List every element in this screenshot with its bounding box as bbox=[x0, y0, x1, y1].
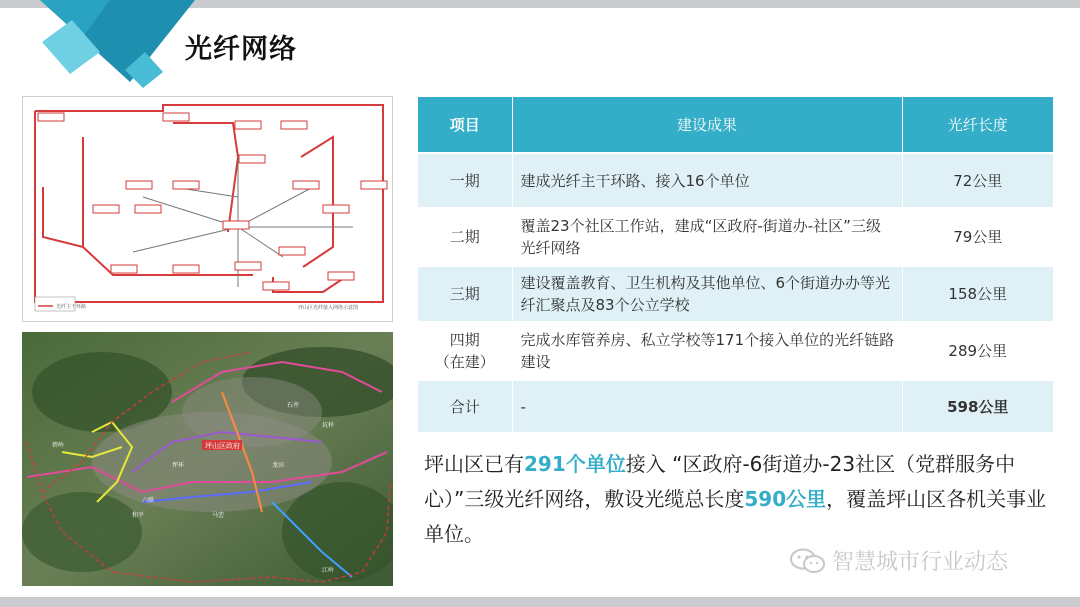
wechat-icon bbox=[790, 547, 826, 575]
summary-part2: 接入 “区政府-6街道办-23社区（党群服务中心）”三级光纤网络，敷设光缆总长度 bbox=[424, 452, 1016, 511]
table-row bbox=[418, 266, 1053, 322]
map-label-liulian: 六联 bbox=[142, 497, 155, 504]
total-label: 合计 bbox=[418, 380, 512, 432]
table-header-row bbox=[418, 97, 1053, 153]
table-row bbox=[418, 322, 1053, 380]
row-length: 72公里 bbox=[902, 153, 1053, 208]
row-item: 二期 bbox=[418, 208, 512, 266]
row-result: 完成水库管养房、私立学校等171个接入单位的光纤链路建设 bbox=[512, 322, 902, 380]
map-label-pinghuan: 坪环 bbox=[172, 462, 185, 469]
summary-part1: 坪山区已有 bbox=[424, 452, 524, 476]
satellite-map-graphic bbox=[22, 332, 393, 586]
row-item: 三期 bbox=[418, 266, 512, 322]
header-length: 光纤长度 bbox=[902, 97, 1053, 153]
row-length: 289公里 bbox=[902, 322, 1053, 380]
summary-highlight-units: 291个单位 bbox=[524, 452, 626, 476]
slide-title: 光纤网络 bbox=[185, 34, 297, 65]
map-label-longtian: 龙田 bbox=[272, 462, 285, 469]
row-item-phase: 四期 bbox=[449, 331, 480, 349]
row-result: 建设覆盖教育、卫生机构及其他单位、6个街道办办等光纤汇聚点及83个公立学校 bbox=[512, 266, 902, 322]
table-row-total bbox=[418, 380, 1053, 432]
fiber-network-diagram bbox=[22, 96, 393, 322]
summary-part3: ，覆盖坪山区各机关事业单位。 bbox=[424, 487, 1047, 546]
row-result: 覆盖23个社区工作站，建成“区政府-街道办-社区”三级光纤网络 bbox=[512, 208, 902, 266]
header-item: 项目 bbox=[418, 97, 512, 153]
table-row bbox=[418, 208, 1053, 266]
summary-text bbox=[424, 447, 1054, 552]
watermark-text: 智慧城市行业动态 bbox=[832, 550, 1009, 575]
row-length: 158公里 bbox=[902, 266, 1053, 322]
map-label-shijing: 石井 bbox=[287, 402, 300, 409]
diagram-legend-label: 光纤主干环路 bbox=[56, 304, 87, 310]
map-label-heping: 和平 bbox=[132, 512, 145, 519]
network-diagram-graphic bbox=[23, 97, 392, 321]
summary-highlight-length: 590公里 bbox=[744, 487, 827, 511]
row-item bbox=[418, 322, 512, 380]
bottom-bar bbox=[0, 597, 1080, 607]
table-row bbox=[418, 153, 1053, 208]
row-result: 建成光纤主干环路、接入16个单位 bbox=[512, 153, 902, 208]
map-label-government: 坪山区政府 bbox=[205, 442, 240, 450]
map-label-jiangling: 江岭 bbox=[322, 567, 335, 574]
map-label-biling: 碧岭 bbox=[52, 442, 65, 449]
header-result: 建设成果 bbox=[512, 97, 902, 153]
corner-decoration bbox=[0, 0, 200, 90]
fiber-phases-table bbox=[418, 97, 1053, 432]
row-item: 一期 bbox=[418, 153, 512, 208]
map-label-maluan: 马峦 bbox=[212, 512, 225, 519]
watermark bbox=[790, 545, 1008, 576]
satellite-map bbox=[22, 332, 393, 586]
diagram-caption: 坪山区光纤接入网络示意图 bbox=[298, 305, 359, 311]
row-item-status: （在建） bbox=[434, 353, 495, 371]
total-length: 598公里 bbox=[902, 380, 1053, 432]
row-length: 79公里 bbox=[902, 208, 1053, 266]
total-result: - bbox=[512, 380, 902, 432]
map-label-kengzi: 坑梓 bbox=[322, 422, 335, 429]
